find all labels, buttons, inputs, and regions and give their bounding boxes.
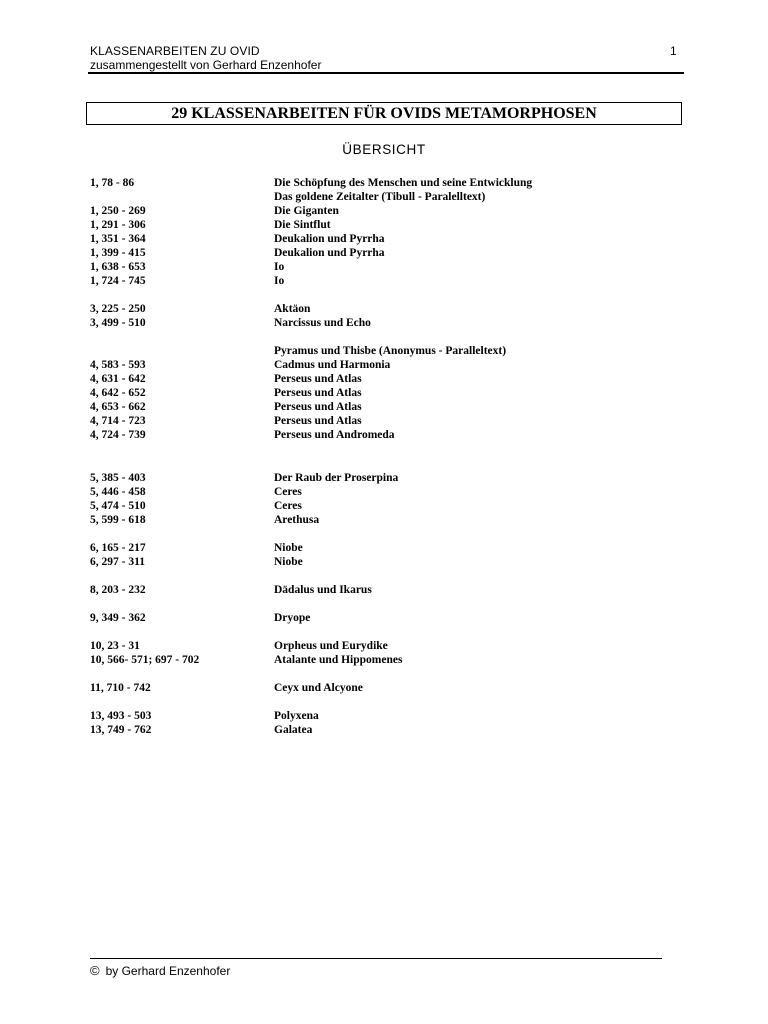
table-row-ref: 5, 599 - 618: [90, 514, 146, 526]
table-row-title: Ceres: [274, 500, 302, 512]
table-row-title: Die Giganten: [274, 205, 339, 217]
table-row-title: Ceres: [274, 486, 302, 498]
table-row-ref: 13, 493 - 503: [90, 710, 152, 722]
table-row-ref: 5, 446 - 458: [90, 486, 146, 498]
table-row-ref: 4, 724 - 739: [90, 429, 146, 441]
table-row-ref: 5, 385 - 403: [90, 472, 146, 484]
table-row-ref: 1, 78 - 86: [90, 177, 135, 189]
table-row-title: Ceyx und Alcyone: [274, 682, 363, 694]
table-row-title: Niobe: [274, 556, 303, 568]
table-row-ref: 1, 724 - 745: [90, 275, 146, 287]
table-row-title: Perseus und Atlas: [274, 401, 362, 413]
table-row-title: Dädalus und Ikarus: [274, 584, 372, 596]
table-row-title: Polyxena: [274, 710, 319, 722]
table-row-title: Orpheus und Eurydike: [274, 640, 388, 652]
footer: [90, 963, 230, 978]
table-row-title: Deukalion und Pyrrha: [274, 247, 385, 259]
table-row-title: Galatea: [274, 724, 313, 736]
table-row-title: Niobe: [274, 542, 303, 554]
table-row-ref: 1, 638 - 653: [90, 261, 146, 273]
table-row-ref: 1, 351 - 364: [90, 233, 146, 245]
table-row-title: Das goldene Zeitalter (Tibull - Paralelltext): [274, 191, 486, 203]
table-row-title: Perseus und Atlas: [274, 387, 362, 399]
table-row-ref: 4, 653 - 662: [90, 401, 146, 413]
table-row-title: Deukalion und Pyrrha: [274, 233, 385, 245]
table-row-ref: 10, 23 - 31: [90, 640, 140, 652]
table-row-title: Perseus und Atlas: [274, 415, 362, 427]
table-row-title: Der Raub der Proserpina: [274, 472, 399, 484]
table-row-title: Arethusa: [274, 514, 320, 526]
table-row-ref: 13, 749 - 762: [90, 724, 152, 736]
table-row-ref: 4, 583 - 593: [90, 359, 146, 371]
table-row-ref: 4, 714 - 723: [90, 415, 146, 427]
header-subtitle: zusammengestellt von Gerhard Enzenhofer: [90, 58, 322, 72]
table-row-ref: 8, 203 - 232: [90, 584, 146, 596]
table-row-ref: 6, 165 - 217: [90, 542, 146, 554]
table-row-ref: 9, 349 - 362: [90, 612, 146, 624]
table-row-ref: 5, 474 - 510: [90, 500, 146, 512]
footer-text: by Gerhard Enzenhofer: [105, 964, 231, 978]
table-row-ref: 3, 499 - 510: [90, 317, 146, 329]
footer-divider: [90, 958, 662, 959]
page-number: 1: [670, 44, 677, 58]
document-title: 29 KLASSENARBEITEN FÜR OVIDS METAMORPHOSEN: [86, 102, 682, 125]
table-row-ref: 1, 399 - 415: [90, 247, 146, 259]
table-row-title: Io: [274, 261, 285, 273]
header-divider: [88, 72, 684, 74]
table-row-title: Pyramus und Thisbe (Anonymus - Paralleltext): [274, 345, 507, 357]
table-row-ref: 11, 710 - 742: [90, 682, 151, 694]
table-row-title: Atalante und Hippomenes: [274, 654, 403, 666]
table-row-ref: 6, 297 - 311: [90, 556, 145, 568]
section-heading: ÜBERSICHT: [342, 142, 426, 157]
table-row-ref: 4, 631 - 642: [90, 373, 146, 385]
table-row-ref: 1, 250 - 269: [90, 205, 146, 217]
table-row-ref: 4, 642 - 652: [90, 387, 146, 399]
table-row-ref: 3, 225 - 250: [90, 303, 146, 315]
header-title: KLASSENARBEITEN ZU OVID: [90, 44, 260, 58]
table-row-title: Die Sintflut: [274, 219, 331, 231]
table-row-title: Aktäon: [274, 303, 311, 315]
table-row-title: Narcissus und Echo: [274, 317, 371, 329]
table-row-title: Perseus und Atlas: [274, 373, 362, 385]
table-row-title: Die Schöpfung des Menschen und seine Entwicklung: [274, 177, 533, 189]
table-row-title: Io: [274, 275, 285, 287]
table-row-title: Cadmus und Harmonia: [274, 359, 391, 371]
table-row-ref: 10, 566- 571; 697 - 702: [90, 654, 200, 666]
table-row-title: Dryope: [274, 612, 311, 624]
table-row-title: Perseus und Andromeda: [274, 429, 395, 441]
table-row-ref: 1, 291 - 306: [90, 219, 146, 231]
copyright-icon: ©: [90, 963, 100, 978]
